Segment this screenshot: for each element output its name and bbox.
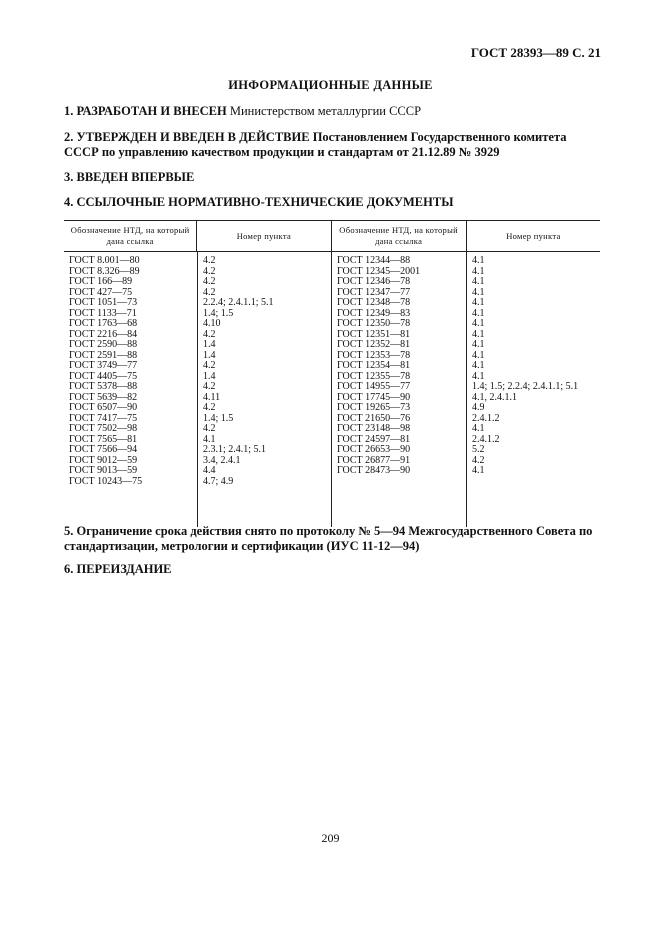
para-cell: 4.2 [203, 423, 216, 434]
doc-cell: ГОСТ 166—89 [69, 276, 133, 287]
para-cell: 1.4 [203, 370, 216, 382]
page-number: 209 [321, 831, 340, 845]
doc-cell: ГОСТ 17745—90 [337, 391, 411, 403]
para-cell: 4.1, 2.4.1.1 [472, 391, 517, 403]
doc-cell: ГОСТ 14955—77 [337, 381, 411, 392]
doc-cell: ГОСТ 10243—75 [69, 475, 143, 487]
para-cell: 4.1 [472, 370, 485, 382]
doc-cell: ГОСТ 7502—98 [69, 423, 138, 434]
item-number: 6. [64, 562, 74, 576]
para-cell: 4.2 [203, 402, 216, 413]
doc-cell: ГОСТ 8.001—80 [69, 255, 140, 266]
doc-cell: ГОСТ 5639—82 [69, 391, 138, 403]
doc-cell: ГОСТ 26653—90 [337, 444, 411, 455]
para-cell: 1.4; 1.5; 2.2.4; 2.4.1.1; 5.1 [472, 381, 579, 392]
para-cell: 2.2.4; 2.4.1.1; 5.1 [203, 297, 274, 308]
doc-cell: ГОСТ 1763—68 [69, 318, 138, 329]
section-title: ИНФОРМАЦИОННЫЕ ДАННЫЕ [228, 78, 433, 92]
para-cell: 4.2 [203, 286, 216, 298]
para-cell: 4.2 [203, 360, 216, 371]
doc-cell: ГОСТ 12348—78 [337, 297, 411, 308]
table-header [64, 221, 600, 252]
doc-cell: ГОСТ 12350—78 [337, 318, 411, 329]
doc-cell: ГОСТ 28473—90 [337, 465, 411, 476]
doc-cell: ГОСТ 2216—84 [69, 328, 138, 340]
para-cell: 2.4.1.2 [472, 412, 500, 424]
column-para-left [197, 252, 331, 527]
doc-cell: ГОСТ 12347—77 [337, 286, 411, 298]
item-4 [64, 195, 604, 210]
doc-cell: ГОСТ 4405—75 [69, 370, 138, 382]
para-cell: 1.4 [203, 339, 216, 350]
item-heading: ВВЕДЕН ВПЕРВЫЕ [76, 170, 195, 184]
doc-cell: ГОСТ 12346—78 [337, 276, 411, 287]
doc-cell: ГОСТ 21650—76 [337, 412, 411, 424]
references-table [64, 220, 600, 527]
doc-cell: ГОСТ 9013—59 [69, 465, 138, 476]
para-cell: 4.10 [203, 318, 221, 329]
doc-cell: ГОСТ 427—75 [69, 286, 133, 298]
item-number: 1. [64, 104, 74, 118]
para-cell: 4.1 [472, 423, 485, 434]
item-heading: ПЕРЕИЗДАНИЕ [76, 562, 172, 576]
para-cell: 4.1 [472, 297, 485, 308]
para-cell: 4.1 [472, 339, 485, 350]
doc-cell: ГОСТ 12349—83 [337, 307, 411, 319]
table-body [64, 252, 600, 527]
doc-cell: ГОСТ 12352—81 [337, 339, 411, 350]
para-cell: 4.1 [472, 255, 485, 266]
para-cell: 1.4; 1.5 [203, 412, 234, 424]
para-cell: 4.1 [203, 433, 216, 445]
para-cell: 2.4.1.2 [472, 433, 500, 445]
header-para-left: Номер пункта [196, 221, 330, 251]
item-number: 4. [64, 195, 74, 209]
para-cell: 4.9 [472, 402, 485, 413]
para-cell: 4.1 [472, 465, 485, 476]
doc-cell: ГОСТ 1133—71 [69, 307, 137, 319]
doc-cell: ГОСТ 23148—98 [337, 423, 411, 434]
doc-cell: ГОСТ 6507—90 [69, 402, 138, 413]
column-para-right [466, 252, 600, 527]
doc-cell: ГОСТ 26877—91 [337, 454, 411, 466]
para-cell: 4.7; 4.9 [203, 475, 234, 487]
doc-cell: ГОСТ 7566—94 [69, 444, 138, 455]
doc-cell: ГОСТ 12345—2001 [337, 265, 421, 277]
para-cell: 1.4; 1.5 [203, 307, 234, 319]
doc-cell: ГОСТ 7565—81 [69, 433, 138, 445]
doc-cell: ГОСТ 5378—88 [69, 381, 138, 392]
doc-cell: ГОСТ 19265—73 [337, 402, 411, 413]
doc-cell: ГОСТ 9012—59 [69, 454, 138, 466]
para-cell: 4.2 [203, 265, 216, 277]
para-cell: 4.2 [472, 454, 485, 466]
doc-cell: ГОСТ 1051—73 [69, 297, 138, 308]
item-text: Постановлением Государственного комитета СССР по управлению качеством продукции и стандартам от 21.12.89 № 3929 [64, 130, 567, 159]
para-cell: 4.1 [472, 318, 485, 329]
doc-cell: ГОСТ 24597—81 [337, 433, 411, 445]
para-cell: 4.4 [203, 465, 216, 476]
header-para-right: Номер пункта [466, 221, 600, 251]
item-text: Министерством металлургии СССР [229, 104, 422, 118]
item-heading: ССЫЛОЧНЫЕ НОРМАТИВНО-ТЕХНИЧЕСКИЕ ДОКУМЕНТЫ [76, 195, 454, 209]
para-cell: 4.11 [203, 391, 221, 403]
para-cell: 4.1 [472, 328, 485, 340]
para-cell: 1.4 [203, 349, 216, 361]
item-3 [64, 170, 604, 185]
header-doc-right: Обозначение НТД, на который дана ссылка [331, 221, 466, 251]
item-6 [64, 562, 604, 577]
para-cell: 3.4, 2.4.1 [203, 454, 241, 466]
para-cell: 4.2 [203, 381, 216, 392]
para-cell: 4.1 [472, 307, 485, 319]
doc-cell: ГОСТ 3749—77 [69, 360, 138, 371]
doc-cell: ГОСТ 12354—81 [337, 360, 411, 371]
item-heading: УТВЕРЖДЕН И ВВЕДЕН В ДЕЙСТВИЕ [76, 130, 310, 144]
doc-cell: ГОСТ 8.326—89 [69, 265, 140, 277]
item-number: 5. [64, 524, 74, 538]
para-cell: 5.2 [472, 444, 485, 455]
para-cell: 4.1 [472, 349, 485, 361]
para-cell: 4.1 [472, 276, 485, 287]
item-1 [64, 104, 604, 119]
item-text: Ограничение срока действия снято по протоколу № 5—94 Межгосударственного Совета по стандартизации, метрологии и сертификации (ИУС 11-12—94) [64, 524, 593, 553]
para-cell: 4.1 [472, 265, 485, 277]
column-doc-right [331, 252, 466, 527]
doc-cell: ГОСТ 12351—81 [337, 328, 411, 340]
doc-cell: ГОСТ 12344—88 [337, 255, 411, 266]
para-cell: 2.3.1; 2.4.1; 5.1 [203, 444, 267, 455]
item-number: 2. [64, 130, 74, 144]
document-header: ГОСТ 28393—89 С. 21 [470, 45, 601, 60]
para-cell: 4.1 [472, 286, 485, 298]
header-doc-left: Обозначение НТД, на который дана ссылка [70, 225, 190, 246]
item-number: 3. [64, 170, 74, 184]
para-cell: 4.2 [203, 276, 216, 287]
para-cell: 4.2 [203, 328, 216, 340]
doc-cell: ГОСТ 2591—88 [69, 349, 138, 361]
para-cell: 4.1 [472, 360, 485, 371]
doc-cell: ГОСТ 7417—75 [69, 412, 138, 424]
column-doc-left [64, 252, 197, 527]
para-cell: 4.2 [203, 255, 216, 266]
doc-cell: ГОСТ 2590—88 [69, 339, 138, 350]
item-5 [64, 524, 604, 554]
item-heading: РАЗРАБОТАН И ВНЕСЕН [76, 104, 227, 118]
doc-cell: ГОСТ 12355—78 [337, 370, 411, 382]
item-2 [64, 130, 604, 160]
doc-cell: ГОСТ 12353—78 [337, 349, 411, 361]
